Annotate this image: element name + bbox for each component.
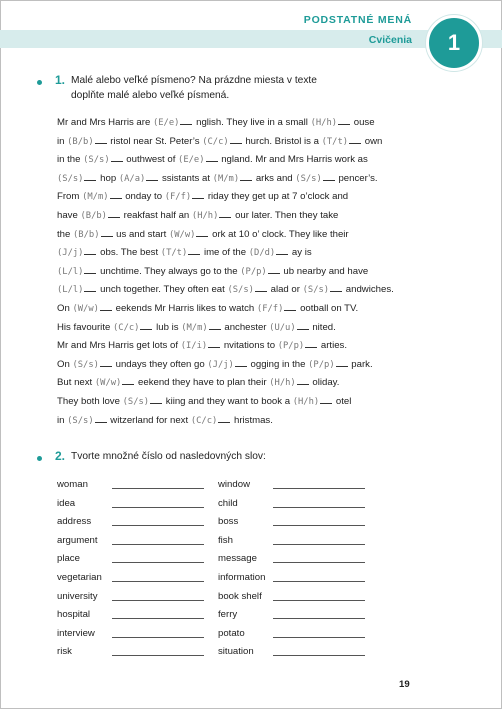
blank-gap[interactable] bbox=[297, 321, 309, 330]
letter-option: (H/h) bbox=[269, 378, 296, 389]
blank-gap[interactable] bbox=[235, 358, 247, 367]
blank-gap[interactable] bbox=[95, 414, 107, 423]
letter-option: (L/l) bbox=[57, 285, 84, 296]
blank-gap[interactable] bbox=[320, 395, 332, 404]
blank-gap[interactable] bbox=[84, 246, 96, 255]
letter-option: (W/w) bbox=[72, 303, 99, 314]
text-segment: anchester bbox=[224, 321, 270, 333]
text-segment: in the bbox=[57, 154, 84, 166]
text-segment: pencer’s. bbox=[338, 172, 378, 184]
answer-line[interactable] bbox=[273, 562, 365, 563]
text-segment: eekends Mr Harris likes to watch bbox=[115, 302, 257, 314]
exercise-2-number: 2. bbox=[55, 449, 66, 463]
letter-option: (H/h) bbox=[310, 118, 338, 128]
answer-line[interactable] bbox=[273, 581, 365, 582]
word-row bbox=[57, 588, 102, 607]
word-label: interview bbox=[57, 627, 95, 639]
text-segment: arties. bbox=[320, 340, 348, 352]
letter-option: (M/m) bbox=[82, 192, 109, 203]
text-segment: otel bbox=[335, 395, 352, 407]
blank-gap[interactable] bbox=[276, 246, 288, 255]
word-row bbox=[57, 532, 102, 551]
letter-option: (S/s) bbox=[57, 173, 84, 184]
letter-option: (C/c) bbox=[202, 136, 229, 147]
letter-option: (A/a) bbox=[118, 173, 146, 184]
word-row bbox=[218, 476, 265, 495]
text-segment: in bbox=[57, 135, 68, 147]
blank-gap[interactable] bbox=[206, 153, 218, 162]
text-segment: oliday. bbox=[312, 377, 340, 389]
text-segment: arks and bbox=[255, 172, 296, 184]
exercise-1-number: 1. bbox=[55, 73, 66, 87]
blank-gap[interactable] bbox=[110, 190, 122, 199]
answer-line[interactable] bbox=[112, 637, 204, 638]
text-segment: in bbox=[57, 414, 68, 426]
word-label: place bbox=[57, 553, 80, 565]
word-row bbox=[57, 625, 102, 644]
word-row bbox=[57, 550, 102, 569]
text-line bbox=[57, 151, 394, 170]
answer-line[interactable] bbox=[112, 655, 204, 656]
text-segment: andwiches. bbox=[345, 284, 394, 296]
letter-option: (P/p) bbox=[277, 341, 305, 352]
text-line bbox=[57, 244, 394, 263]
blank-gap[interactable] bbox=[284, 302, 296, 311]
letter-option: (W/w) bbox=[94, 378, 122, 389]
word-label: message bbox=[218, 553, 257, 565]
answer-line[interactable] bbox=[273, 544, 365, 545]
chapter-badge: 1 bbox=[426, 15, 482, 71]
letter-option: (L/l) bbox=[57, 266, 84, 277]
answer-line[interactable] bbox=[273, 637, 365, 638]
answer-line[interactable] bbox=[273, 488, 365, 489]
chapter-title: PODSTATNÉ MENÁ bbox=[303, 14, 412, 26]
text-segment: kiing and they want to book a bbox=[165, 395, 293, 407]
text-segment: the bbox=[57, 228, 74, 240]
letter-option: (S/s) bbox=[227, 285, 254, 296]
letter-option: (B/b) bbox=[73, 229, 100, 240]
text-segment: ristol near St. Peter’s bbox=[110, 135, 203, 147]
answer-line[interactable] bbox=[112, 488, 204, 489]
blank-gap[interactable] bbox=[240, 172, 252, 181]
blank-gap[interactable] bbox=[208, 339, 220, 348]
letter-option: (S/s) bbox=[67, 415, 94, 426]
text-segment: Mr and Mrs Harris are bbox=[57, 117, 153, 128]
text-segment: ork at 10 o’ clock. They like their bbox=[212, 228, 349, 240]
letter-option: (B/b) bbox=[67, 136, 94, 147]
answer-line[interactable] bbox=[112, 618, 204, 619]
text-line bbox=[57, 114, 394, 133]
word-label: window bbox=[218, 479, 250, 490]
blank-gap[interactable] bbox=[330, 283, 342, 292]
word-row bbox=[218, 495, 265, 514]
word-label: argument bbox=[57, 534, 98, 546]
letter-option: (S/s) bbox=[122, 396, 150, 407]
answer-line[interactable] bbox=[112, 525, 204, 526]
letter-option: (S/s) bbox=[302, 285, 330, 296]
text-line bbox=[57, 207, 394, 226]
text-segment: lub is bbox=[156, 321, 182, 333]
word-column-left bbox=[57, 476, 102, 662]
bullet-icon bbox=[37, 456, 42, 461]
text-line bbox=[57, 133, 394, 152]
text-segment: eekend they have to plan their bbox=[138, 377, 270, 389]
blank-gap[interactable] bbox=[150, 395, 162, 404]
answer-line[interactable] bbox=[273, 525, 365, 526]
word-label: book shelf bbox=[218, 590, 262, 602]
text-segment: nvitations to bbox=[223, 340, 278, 352]
letter-option: (T/t) bbox=[321, 136, 349, 147]
blank-gap[interactable] bbox=[84, 265, 96, 274]
text-line bbox=[57, 319, 394, 338]
letter-option: (J/j) bbox=[57, 248, 84, 259]
letter-option: (C/c) bbox=[112, 322, 140, 333]
letter-option: (M/m) bbox=[212, 173, 240, 184]
word-label: vegetarian bbox=[57, 571, 102, 583]
blank-gap[interactable] bbox=[100, 358, 112, 367]
text-line bbox=[57, 226, 394, 245]
word-row bbox=[218, 532, 265, 551]
word-label: hospital bbox=[57, 609, 91, 621]
exercise-2-instruction: Tvorte množné číslo od nasledovných slov: bbox=[71, 451, 266, 462]
text-segment: own bbox=[364, 135, 383, 147]
blank-gap[interactable] bbox=[230, 135, 242, 144]
word-label: situation bbox=[218, 646, 254, 658]
text-line bbox=[57, 263, 394, 282]
text-segment: hurch. Bristol is a bbox=[245, 135, 322, 147]
text-segment: reakfast half an bbox=[123, 209, 192, 221]
text-segment: hop bbox=[100, 172, 119, 184]
text-segment: ouse bbox=[353, 117, 375, 128]
letter-option: (P/p) bbox=[240, 266, 267, 277]
word-label: ferry bbox=[218, 609, 238, 621]
word-row bbox=[218, 588, 265, 607]
word-label: address bbox=[57, 516, 92, 528]
letter-option: (B/b) bbox=[80, 210, 107, 221]
blank-gap[interactable] bbox=[255, 283, 267, 292]
blank-gap[interactable] bbox=[95, 135, 107, 144]
letter-option: (D/d) bbox=[248, 248, 276, 259]
answer-line[interactable] bbox=[112, 507, 204, 508]
blank-gap[interactable] bbox=[111, 153, 123, 162]
answer-line[interactable] bbox=[112, 544, 204, 545]
answer-line[interactable] bbox=[273, 507, 365, 508]
blank-gap[interactable] bbox=[101, 228, 113, 237]
letter-option: (S/s) bbox=[83, 155, 110, 166]
word-row bbox=[218, 625, 265, 644]
text-segment: alad or bbox=[270, 284, 303, 296]
letter-option: (F/f) bbox=[256, 303, 284, 314]
text-line bbox=[57, 374, 394, 393]
text-segment: onday to bbox=[125, 191, 165, 203]
text-segment: park. bbox=[351, 358, 373, 370]
blank-gap[interactable] bbox=[297, 376, 309, 385]
word-row bbox=[218, 643, 265, 662]
blank-gap[interactable] bbox=[219, 209, 231, 218]
text-segment: us and start bbox=[116, 228, 169, 240]
letter-option: (J/j) bbox=[207, 359, 234, 370]
instruction-line-2: doplňte malé alebo veľké písmená. bbox=[71, 90, 230, 101]
blank-gap[interactable] bbox=[140, 321, 152, 330]
blank-gap[interactable] bbox=[84, 172, 96, 181]
text-segment: unchtime. They always go to the bbox=[100, 265, 241, 277]
blank-gap[interactable] bbox=[338, 116, 350, 125]
text-segment: ub nearby and have bbox=[283, 265, 369, 277]
text-segment: hristmas. bbox=[233, 414, 273, 426]
letter-option: (U/u) bbox=[269, 322, 296, 333]
text-segment: have bbox=[57, 209, 81, 221]
answer-line[interactable] bbox=[112, 581, 204, 582]
blank-gap[interactable] bbox=[268, 265, 280, 274]
text-segment: nited. bbox=[312, 321, 336, 333]
word-label: potato bbox=[218, 627, 245, 639]
answer-line[interactable] bbox=[273, 618, 365, 619]
blank-gap[interactable] bbox=[209, 321, 221, 330]
letter-option: (H/h) bbox=[292, 396, 320, 407]
letter-option: (T/t) bbox=[160, 248, 188, 259]
word-label: idea bbox=[57, 497, 76, 509]
letter-option: (I/i) bbox=[180, 341, 208, 352]
answer-line[interactable] bbox=[112, 562, 204, 563]
text-line bbox=[57, 393, 394, 412]
text-segment: our later. Then they take bbox=[235, 209, 339, 221]
word-row bbox=[218, 569, 265, 588]
blank-gap[interactable] bbox=[336, 358, 348, 367]
letter-option: (E/e) bbox=[178, 155, 205, 166]
text-segment: On bbox=[57, 358, 73, 370]
text-segment: outhwest of bbox=[126, 154, 179, 166]
text-line bbox=[57, 170, 394, 189]
text-segment: ootball on TV. bbox=[300, 302, 359, 314]
word-row bbox=[57, 495, 102, 514]
text-line bbox=[57, 356, 394, 375]
blank-gap[interactable] bbox=[349, 135, 361, 144]
blank-gap[interactable] bbox=[84, 283, 96, 292]
blank-gap[interactable] bbox=[323, 172, 335, 181]
word-label: boss bbox=[218, 516, 239, 528]
answer-line[interactable] bbox=[273, 655, 365, 656]
text-line bbox=[57, 188, 394, 207]
text-line bbox=[57, 337, 394, 356]
text-segment: ime of the bbox=[203, 247, 249, 259]
text-segment: undays they often go bbox=[115, 358, 208, 370]
text-segment: ay is bbox=[291, 247, 312, 259]
bullet-icon bbox=[37, 80, 42, 85]
blank-gap[interactable] bbox=[188, 246, 200, 255]
word-row bbox=[218, 550, 265, 569]
text-segment: They both love bbox=[57, 395, 123, 407]
letter-option: (H/h) bbox=[191, 210, 219, 221]
blank-gap[interactable] bbox=[218, 414, 230, 423]
text-segment: On bbox=[57, 302, 73, 314]
letter-option: (S/s) bbox=[72, 359, 99, 370]
blank-gap[interactable] bbox=[192, 190, 204, 199]
blank-gap[interactable] bbox=[122, 376, 134, 385]
letter-option: (C/c) bbox=[190, 415, 218, 426]
letter-option: (M/m) bbox=[181, 322, 208, 333]
word-row bbox=[57, 643, 102, 662]
word-row bbox=[57, 476, 102, 495]
text-segment: riday they get up at 7 o’clock and bbox=[207, 191, 349, 203]
answer-line[interactable] bbox=[273, 600, 365, 601]
text-segment: witzerland for next bbox=[110, 414, 191, 426]
section-title: Cvičenia bbox=[368, 34, 412, 46]
word-row bbox=[218, 606, 265, 625]
letter-option: (W/w) bbox=[168, 229, 196, 240]
blank-gap[interactable] bbox=[100, 302, 112, 311]
text-segment: ssistants at bbox=[162, 172, 213, 184]
word-label: risk bbox=[57, 646, 72, 658]
text-segment: obs. The best bbox=[100, 247, 161, 259]
blank-gap[interactable] bbox=[108, 209, 120, 218]
answer-line[interactable] bbox=[112, 600, 204, 601]
word-label: woman bbox=[57, 479, 88, 490]
blank-gap[interactable] bbox=[305, 339, 317, 348]
page-number: 19 bbox=[399, 679, 410, 690]
blank-gap[interactable] bbox=[146, 172, 158, 181]
text-segment: But next bbox=[57, 377, 95, 389]
letter-option: (P/p) bbox=[308, 359, 335, 370]
letter-option: (F/f) bbox=[164, 192, 192, 203]
word-label: university bbox=[57, 590, 98, 602]
text-line bbox=[57, 412, 394, 431]
word-label: child bbox=[218, 497, 238, 509]
text-segment: unch together. They often eat bbox=[100, 284, 228, 296]
instruction-line-1: Malé alebo veľké písmeno? Na prázdne miesta v texte bbox=[71, 75, 317, 86]
blank-gap[interactable] bbox=[180, 116, 192, 125]
exercise-1-text bbox=[57, 114, 394, 430]
exercise-1-instruction bbox=[71, 73, 317, 103]
text-segment: Mr and Mrs Harris get lots of bbox=[57, 340, 181, 352]
text-line bbox=[57, 281, 394, 300]
word-row bbox=[57, 606, 102, 625]
text-segment: His favourite bbox=[57, 321, 113, 333]
text-segment: ogging in the bbox=[250, 358, 309, 370]
word-column-right bbox=[218, 476, 265, 662]
text-segment: ngland. Mr and Mrs Harris work as bbox=[221, 154, 368, 166]
text-line bbox=[57, 300, 394, 319]
text-segment: From bbox=[57, 191, 83, 203]
letter-option: (S/s) bbox=[295, 173, 322, 184]
blank-gap[interactable] bbox=[196, 228, 208, 237]
letter-option: (E/e) bbox=[152, 118, 180, 128]
word-row bbox=[57, 569, 102, 588]
word-row bbox=[218, 513, 265, 532]
text-segment: nglish. They live in a small bbox=[196, 117, 311, 128]
word-label: information bbox=[218, 571, 266, 583]
word-row bbox=[57, 513, 102, 532]
word-label: fish bbox=[218, 534, 233, 546]
